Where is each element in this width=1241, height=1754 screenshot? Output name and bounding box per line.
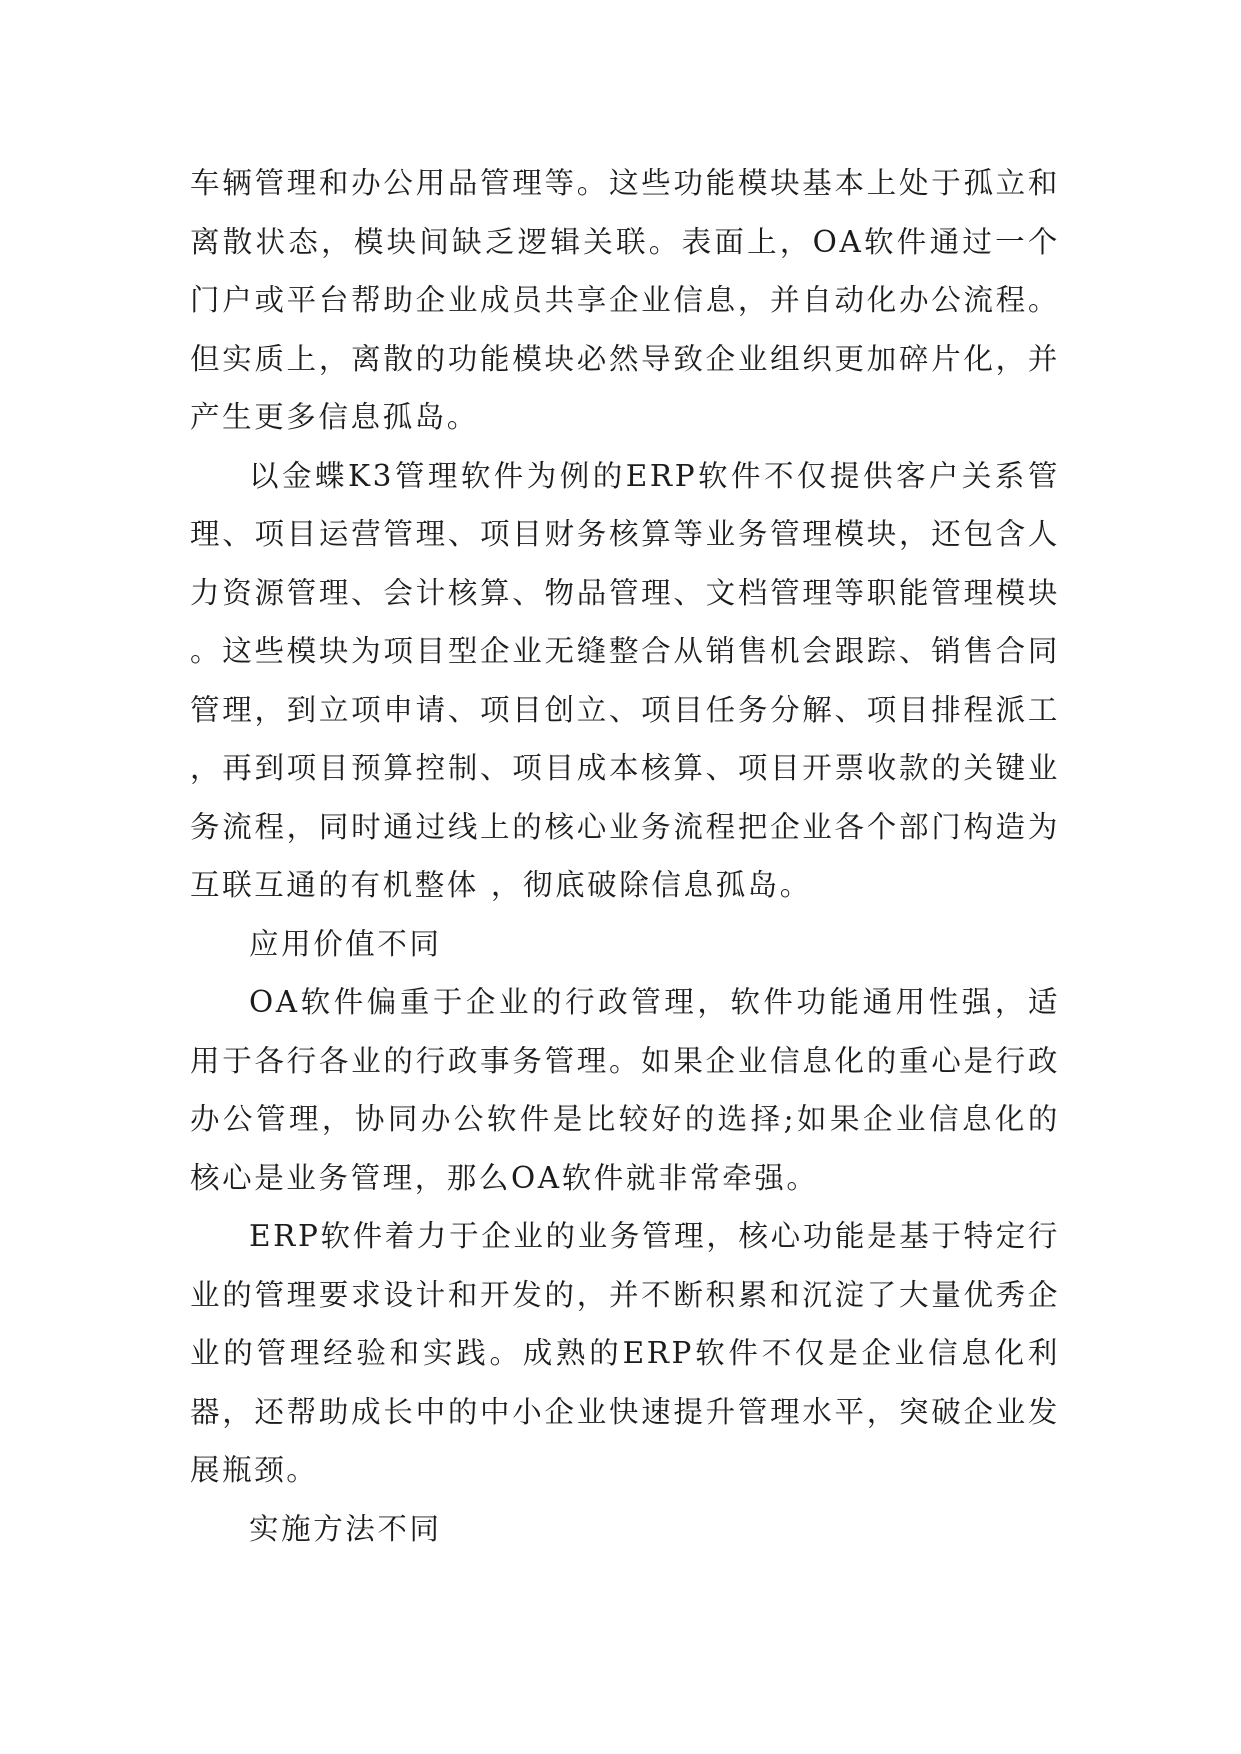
paragraph-erp-value: ERP软件着力于企业的业务管理，核心功能是基于特定行业的管理要求设计和开发的，并不断积累和沉淀了大量优秀企业的管理经验和实践。成熟的ERP软件不仅是企业信息化利器，还帮助成长中的中小企业快速提升管理水平，突破企业发展瓶颈。 bbox=[190, 1219, 1060, 1487]
paragraph-oa-modules: 车辆管理和办公用品管理等。这些功能模块基本上处于孤立和离散状态，模块间缺乏逻辑关联。表面上，OA软件通过一个门户或平台帮助企业成员共享企业信息，并自动化办公流程。但实质上，离散的功能模块必然导致企业组织更加碎片化，并产生更多信息孤岛。 bbox=[190, 166, 1060, 434]
paragraph-erp-modules: 以金蝶K3管理软件为例的ERP软件不仅提供客户关系管理、项目运营管理、项目财务核算等业务管理模块，还包含人力资源管理、会计核算、物品管理、文档管理等职能管理模块。这些模块为项目型企业无缝整合从销售机会跟踪、销售合同管理，到立项申请、项目创立、项目任务分解、项目排程派工，再到项目预算控制、项目成本核算、项目开票收款的关键业务流程，同时通过线上的核心业务流程把企业各个部门构造为互联互通的有机整体 ，彻底破除信息孤岛。 bbox=[190, 458, 1060, 902]
section-heading-implementation-method: 实施方法不同 bbox=[249, 1511, 442, 1546]
document-body bbox=[190, 154, 1060, 1558]
section-heading-application-value: 应用价值不同 bbox=[249, 926, 442, 961]
paragraph-oa-value: OA软件偏重于企业的行政管理，软件功能通用性强，适用于各行各业的行政事务管理。如果企业信息化的重心是行政办公管理，协同办公软件是比较好的选择;如果企业信息化的核心是业务管理，那么OA软件就非常牵强。 bbox=[190, 985, 1060, 1195]
